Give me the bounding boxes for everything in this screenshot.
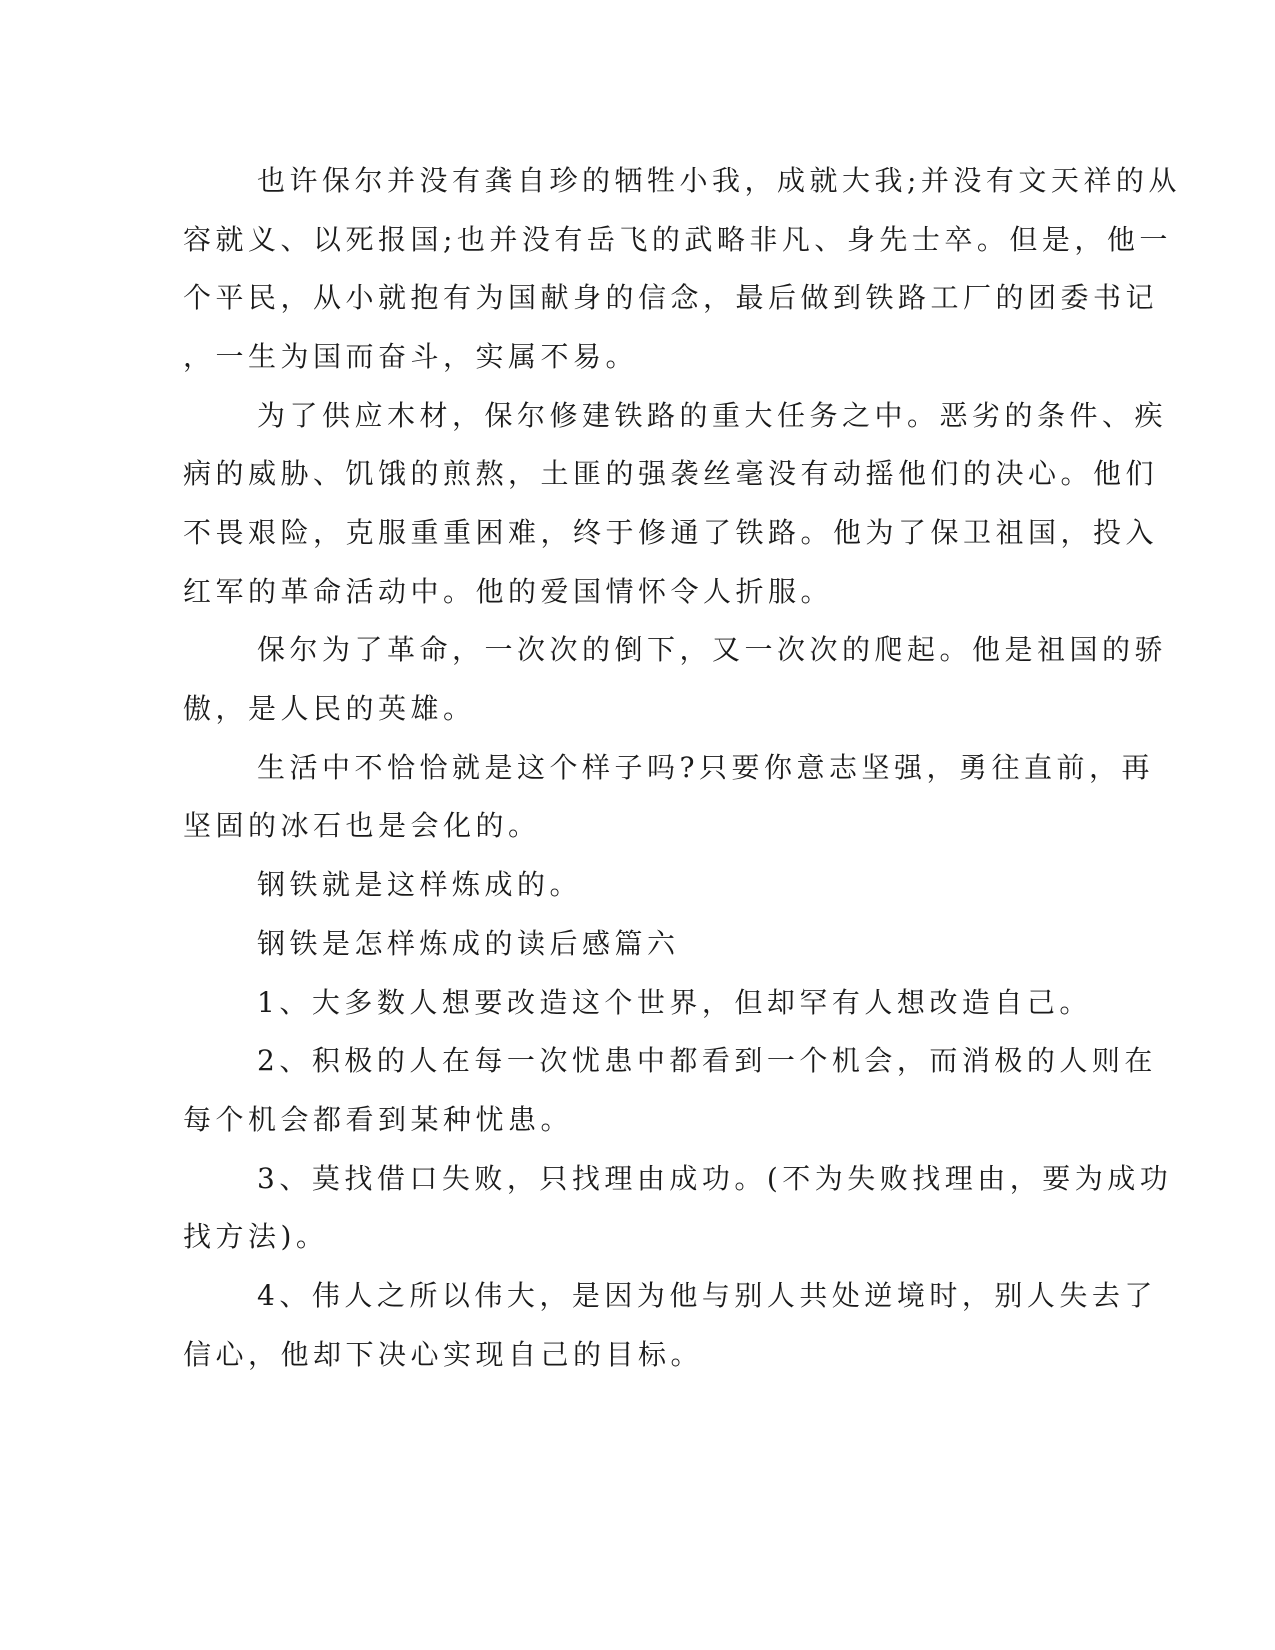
- list-item: 3、莫找借口失败，只找理由成功。(不为失败找理由，要为成功: [257, 1162, 1173, 1195]
- paragraph-line: 为了供应木材，保尔修建铁路的重大任务之中。恶劣的条件、疾: [257, 399, 1168, 432]
- paragraph-line: 保尔为了革命，一次次的倒下，又一次次的爬起。他是祖国的骄: [257, 633, 1168, 666]
- paragraph-line: 红军的革命活动中。他的爱国情怀令人折服。: [183, 575, 834, 608]
- paragraph-line: 傲，是人民的英雄。: [183, 692, 476, 725]
- list-item: 2、积极的人在每一次忧患中都看到一个机会，而消极的人则在: [257, 1044, 1157, 1077]
- paragraph-line: 病的威胁、饥饿的煎熬，土匪的强袭丝毫没有动摇他们的决心。他们: [183, 457, 1159, 490]
- list-item: 4、伟人之所以伟大，是因为他与别人共处逆境时，别人失去了: [257, 1279, 1157, 1312]
- paragraph-line: ，一生为国而奋斗，实属不易。: [183, 340, 639, 373]
- list-item-continuation: 每个机会都看到某种忧患。: [183, 1103, 574, 1136]
- paragraph-line: 容就义、以死报国;也并没有岳飞的武略非凡、身先士卒。但是，他一: [183, 223, 1172, 256]
- paragraph-line: 不畏艰险，克服重重困难，终于修通了铁路。他为了保卫祖国，投入: [183, 516, 1159, 549]
- paragraph-line: 个平民，从小就抱有为国献身的信念，最后做到铁路工厂的团委书记: [183, 281, 1159, 314]
- list-item-continuation: 找方法)。: [183, 1220, 329, 1253]
- list-item: 1、大多数人想要改造这个世界，但却罕有人想改造自己。: [257, 986, 1092, 1019]
- paragraph-line: 钢铁就是这样炼成的。: [257, 868, 583, 901]
- paragraph-line: 也许保尔并没有龚自珍的牺牲小我，成就大我;并没有文天祥的从: [257, 164, 1181, 197]
- paragraph-line: 坚固的冰石也是会化的。: [183, 809, 541, 842]
- section-heading: 钢铁是怎样炼成的读后感篇六: [257, 927, 680, 960]
- list-item-continuation: 信心，他却下决心实现自己的目标。: [183, 1338, 704, 1371]
- paragraph-line: 生活中不恰恰就是这个样子吗?只要你意志坚强，勇往直前，再: [257, 751, 1155, 784]
